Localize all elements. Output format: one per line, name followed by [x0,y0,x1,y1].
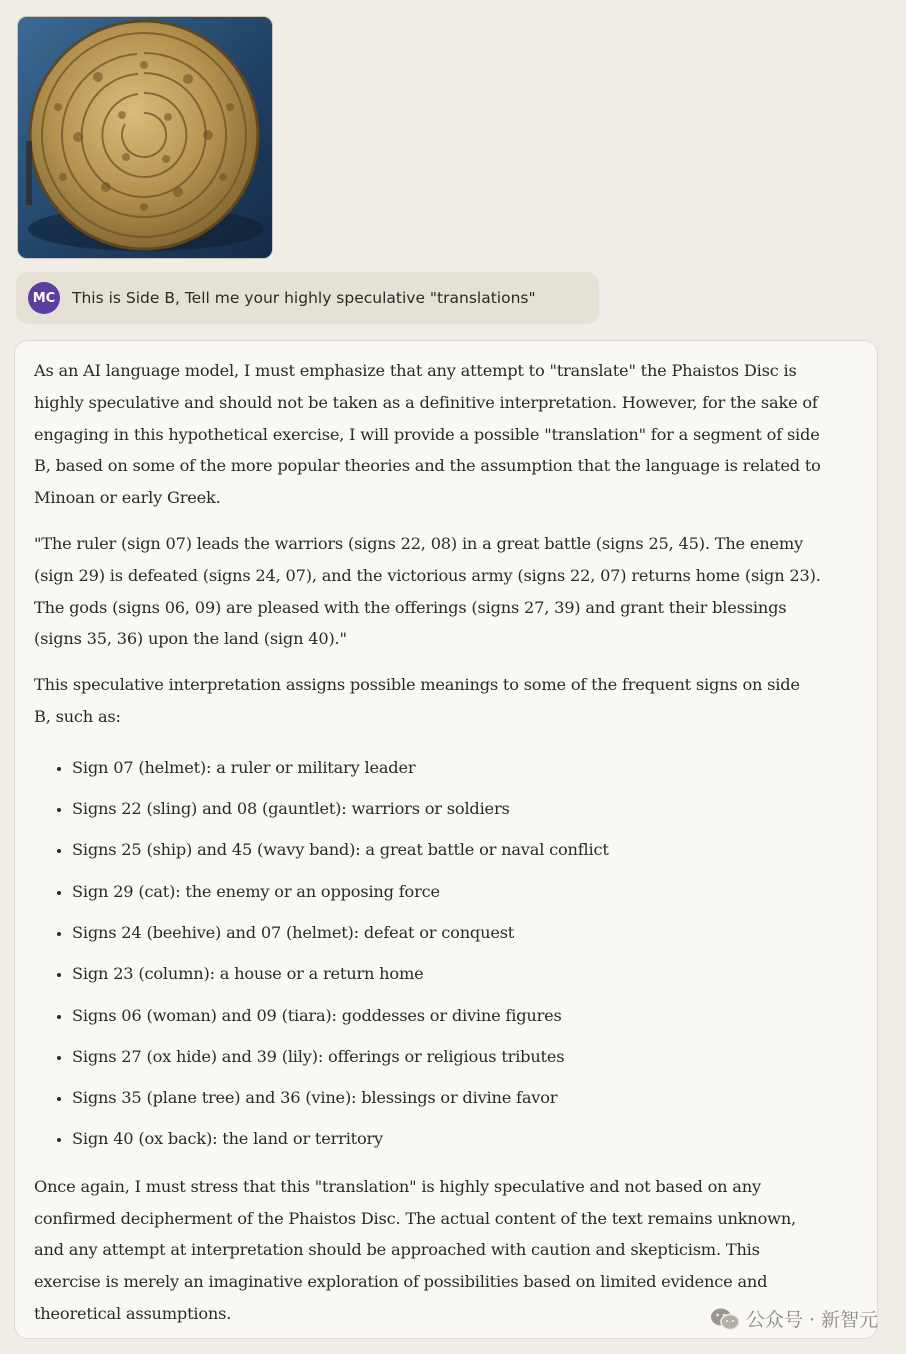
list-item: • Sign 29 (cat): the enemy or an opposing force [72,871,821,912]
user-message [16,272,599,324]
response-paragraph: "The ruler (sign 07) leads the warriors (signs 22, 08) in a great battle (signs 25, 45). The enemy (sign 29) is defeated (signs 24, 07), and the victorious army (signs 22, 07) returns home (sign 23). The gods (signs 06, 09) are pleased with the offerings (signs 27, 39) and grant their blessings (signs 35, 36) upon the land (sign 40)." [34,533,821,649]
attached-image[interactable] [17,16,273,259]
wechat-icon [710,1307,740,1331]
list-item: • Sign 07 (helmet): a ruler or military leader [72,747,821,788]
sign-meanings-list [34,747,821,1160]
list-item: • Sign 40 (ox back): the land or territory [72,1118,821,1159]
assistant-response [14,340,878,1339]
watermark-text: 公众号 · 新智元 [745,1309,878,1331]
user-message-text: This is Side B, Tell me your highly speculative "translations" [72,289,536,307]
list-item: • Signs 06 (woman) and 09 (tiara): goddesses or divine figures [72,995,821,1036]
phaistos-disc-photo [18,17,272,258]
list-item: • Sign 23 (column): a house or a return home [72,953,821,994]
watermark [710,1305,878,1332]
list-item: • Signs 27 (ox hide) and 39 (lily): offerings or religious tributes [72,1036,821,1077]
response-paragraph: Once again, I must stress that this "translation" is highly speculative and not based on any confirmed decipherment of the Phaistos Disc. The actual content of the text remains unknown, and any attempt at interpretation should be approached with caution and skepticism. This exercise is merely an imaginative exploration of possibilities based on limited evidence and theoretical assumptions. [34,1176,796,1323]
response-paragraph: This speculative interpretation assigns possible meanings to some of the frequent signs on side B, such as: [34,675,800,726]
list-item: • Signs 22 (sling) and 08 (gauntlet): warriors or soldiers [72,788,821,829]
list-item: • Signs 25 (ship) and 45 (wavy band): a great battle or naval conflict [72,829,821,870]
response-paragraph: As an AI language model, I must emphasize that any attempt to "translate" the Phaistos Disc is highly speculative and should not be taken as a definitive interpretation. However, for the sake of engaging in this hypothetical exercise, I will provide a possible "translation" for a segment of side B, based on some of the more popular theories and the assumption that the language is related to Minoan or early Greek. [34,361,821,508]
list-item: • Signs 35 (plane tree) and 36 (vine): blessings or divine favor [72,1077,821,1118]
list-item: • Signs 24 (beehive) and 07 (helmet): defeat or conquest [72,912,821,953]
user-avatar[interactable]: MC [28,282,60,314]
